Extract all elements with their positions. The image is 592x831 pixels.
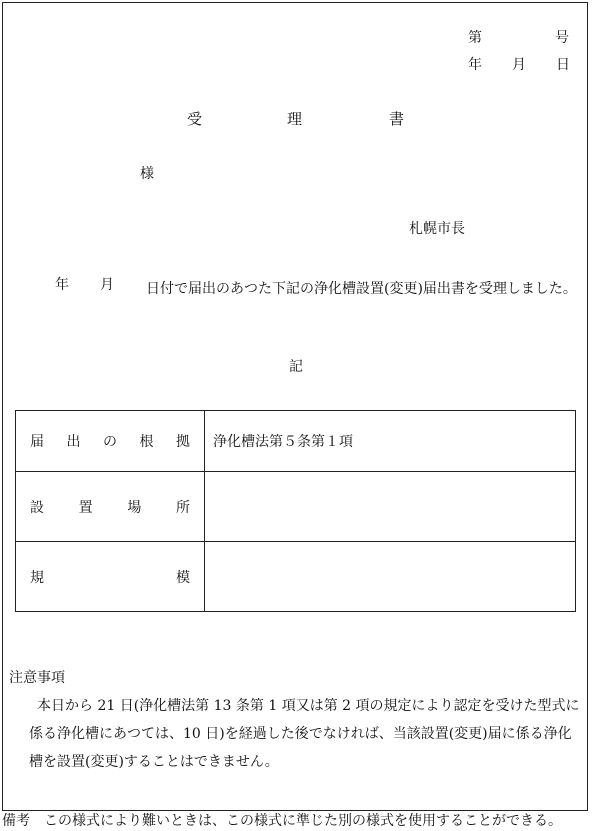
footer-note: [2, 812, 562, 830]
notes-section: [9, 664, 583, 776]
fields-table: [15, 410, 576, 612]
notes-body: 本日から 21 日(浄化槽法第 13 条第 1 項又は第 2 項の規定により認定を受けた型式に係る浄化槽にあつては、10 日)を経過した後でなければ、当該設置(変更)届に係る浄化槽を設置(変更)することはできません。: [29, 698, 580, 770]
title-char: 受: [187, 110, 203, 128]
label-char: 模: [176, 569, 190, 586]
label-char: 場: [127, 499, 142, 516]
table-row: [16, 411, 576, 472]
label-char: 置: [78, 499, 93, 516]
label-char: 所: [175, 499, 190, 516]
issuer: 札幌市長: [409, 221, 465, 237]
scale-value: [205, 542, 576, 612]
label-char: 設: [30, 499, 44, 516]
label-cell: [16, 411, 205, 472]
table-row: [16, 472, 576, 542]
label-char: 規: [30, 569, 44, 586]
number-suffix: 号: [555, 30, 569, 46]
intro-sentence: 日付で届出のあつた下記の浄化槽設置(変更)届出書を受理しました。: [146, 281, 577, 297]
label-char: 出: [66, 434, 81, 450]
label-char: 届: [30, 434, 44, 450]
number-prefix: 第: [468, 30, 482, 46]
legal-basis-value: 浄化槽法第５条第１項: [205, 411, 576, 472]
label-cell: [16, 472, 205, 542]
label-char: の: [103, 434, 117, 450]
intro-month: 月: [100, 277, 114, 293]
date-day: 日: [556, 57, 570, 73]
table-row: [16, 542, 576, 612]
notes-heading: 注意事項: [9, 670, 65, 686]
location-value: [205, 472, 576, 542]
date-month: 月: [512, 57, 526, 73]
title-char: 書: [389, 110, 405, 128]
label-cell: [16, 542, 205, 612]
addressee-suffix: 様: [140, 166, 154, 182]
date-year: 年: [468, 57, 482, 73]
label-char: 根: [139, 434, 154, 450]
footer-text: この様式により難いときは、この様式に準じた別の様式を使用することができる。: [44, 813, 562, 829]
label-char: 拠: [176, 434, 190, 450]
title-char: 理: [287, 110, 303, 128]
intro-year: 年: [55, 277, 69, 293]
ki-label: 記: [289, 359, 303, 375]
intro-sentence-block: [9, 276, 584, 303]
footer-label: 備考: [2, 813, 30, 829]
